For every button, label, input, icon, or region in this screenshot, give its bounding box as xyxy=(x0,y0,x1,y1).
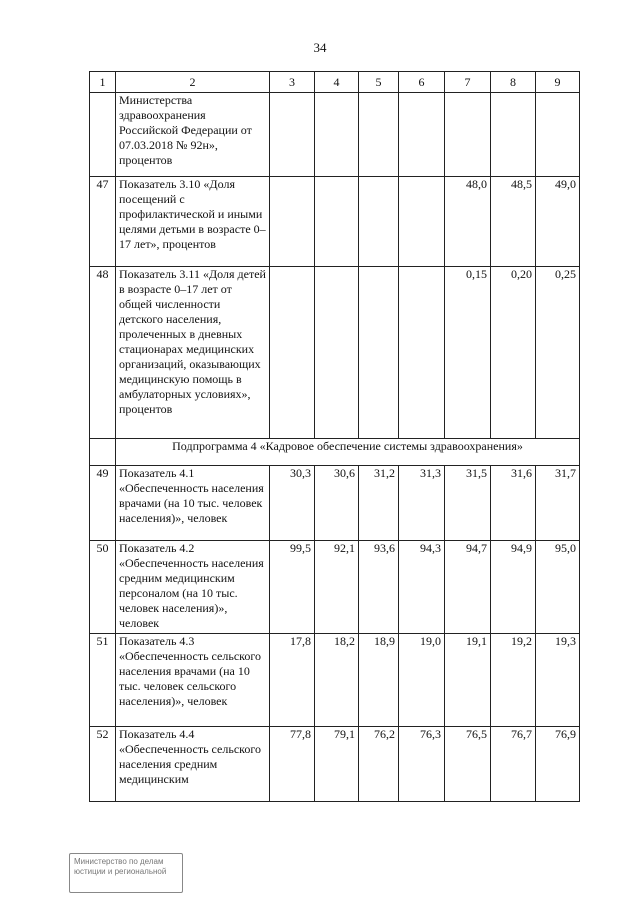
value-col-7: 19,1 xyxy=(445,634,491,727)
table-row xyxy=(90,541,580,634)
value-col-9: 31,7 xyxy=(536,466,580,541)
row-number: 51 xyxy=(90,634,116,727)
header-col-4: 4 xyxy=(315,72,359,93)
header-col-7: 7 xyxy=(445,72,491,93)
value-col-4 xyxy=(315,177,359,267)
value-col-9: 76,9 xyxy=(536,727,580,802)
table-row-continuation xyxy=(90,93,580,177)
value-col-6: 94,3 xyxy=(399,541,445,634)
value-col-6 xyxy=(399,177,445,267)
value-col-4: 30,6 xyxy=(315,466,359,541)
table-header-row xyxy=(90,72,580,93)
value-col-8: 0,20 xyxy=(491,267,536,439)
row-number: 50 xyxy=(90,541,116,634)
row-number: 52 xyxy=(90,727,116,802)
table-row xyxy=(90,727,580,802)
row-number: 48 xyxy=(90,267,116,439)
row-name: Показатель 3.11 «Доля детей в возрасте 0–17 лет от общей численности детского населения, пролеченных в дневных стационарах медицинских организаций, оказывающих медицинскую помощь в амбулаторных условиях», процентов xyxy=(116,267,270,439)
value-col-3: 17,8 xyxy=(270,634,315,727)
row-name: Показатель 3.10 «Доля посещений с профилактической и иными целями детьми в возрасте 0–17 лет», процентов xyxy=(116,177,270,267)
value-col-6: 31,3 xyxy=(399,466,445,541)
stamp-line-1: Министерство по делам xyxy=(74,857,164,866)
value-col-7: 76,5 xyxy=(445,727,491,802)
row-name: Показатель 4.1 «Обеспеченность населения врачами (на 10 тыс. человек населения)», человек xyxy=(116,466,270,541)
section-row xyxy=(90,439,580,466)
header-col-6: 6 xyxy=(399,72,445,93)
header-col-8: 8 xyxy=(491,72,536,93)
value-col-5: 93,6 xyxy=(359,541,399,634)
value-col-9: 19,3 xyxy=(536,634,580,727)
value-col-4: 18,2 xyxy=(315,634,359,727)
value-col-8: 94,9 xyxy=(491,541,536,634)
header-col-9: 9 xyxy=(536,72,580,93)
section-title: Подпрограмма 4 «Кадровое обеспечение системы здравоохранения» xyxy=(116,439,580,466)
value-col-9: 49,0 xyxy=(536,177,580,267)
value-col-3: 30,3 xyxy=(270,466,315,541)
value-col-8: 76,7 xyxy=(491,727,536,802)
row-name: Министерства здравоохранения Российской Федерации от 07.03.2018 № 92н», процентов xyxy=(116,93,270,177)
value-col-8: 31,6 xyxy=(491,466,536,541)
value-col-3: 77,8 xyxy=(270,727,315,802)
value-col-4 xyxy=(315,267,359,439)
header-col-3: 3 xyxy=(270,72,315,93)
value-col-5 xyxy=(359,177,399,267)
value-col-4: 79,1 xyxy=(315,727,359,802)
header-col-1: 1 xyxy=(90,72,116,93)
value-col-9: 0,25 xyxy=(536,267,580,439)
value-col-7: 0,15 xyxy=(445,267,491,439)
value-col-9: 95,0 xyxy=(536,541,580,634)
value-col-5 xyxy=(359,267,399,439)
row-name: Показатель 4.2 «Обеспеченность населения средним медицинским персоналом (на 10 тыс. человек населения)», человек xyxy=(116,541,270,634)
value-col-6: 19,0 xyxy=(399,634,445,727)
value-col-3 xyxy=(270,267,315,439)
table-row xyxy=(90,177,580,267)
value-col-6 xyxy=(399,267,445,439)
row-number: 49 xyxy=(90,466,116,541)
registration-stamp xyxy=(69,853,183,893)
table-row xyxy=(90,634,580,727)
value-col-8: 19,2 xyxy=(491,634,536,727)
page-number: 34 xyxy=(313,40,327,55)
value-col-6: 76,3 xyxy=(399,727,445,802)
row-number xyxy=(90,93,116,177)
value-col-8: 48,5 xyxy=(491,177,536,267)
value-col-7: 31,5 xyxy=(445,466,491,541)
value-col-4: 92,1 xyxy=(315,541,359,634)
table-row xyxy=(90,466,580,541)
value-col-3: 99,5 xyxy=(270,541,315,634)
value-col-7: 94,7 xyxy=(445,541,491,634)
table-row xyxy=(90,267,580,439)
value-col-3 xyxy=(270,177,315,267)
header-col-2: 2 xyxy=(116,72,270,93)
row-number: 47 xyxy=(90,177,116,267)
value-col-5: 31,2 xyxy=(359,466,399,541)
stamp-line-2: юстиции и региональной xyxy=(74,867,167,876)
header-col-5: 5 xyxy=(359,72,399,93)
indicators-table xyxy=(89,71,580,802)
value-col-7: 48,0 xyxy=(445,177,491,267)
row-name: Показатель 4.3 «Обеспеченность сельского населения врачами (на 10 тыс. человек сельского населения)», человек xyxy=(116,634,270,727)
row-name: Показатель 4.4 «Обеспеченность сельского населения средним медицинским xyxy=(116,727,270,802)
value-col-5: 18,9 xyxy=(359,634,399,727)
value-col-5: 76,2 xyxy=(359,727,399,802)
